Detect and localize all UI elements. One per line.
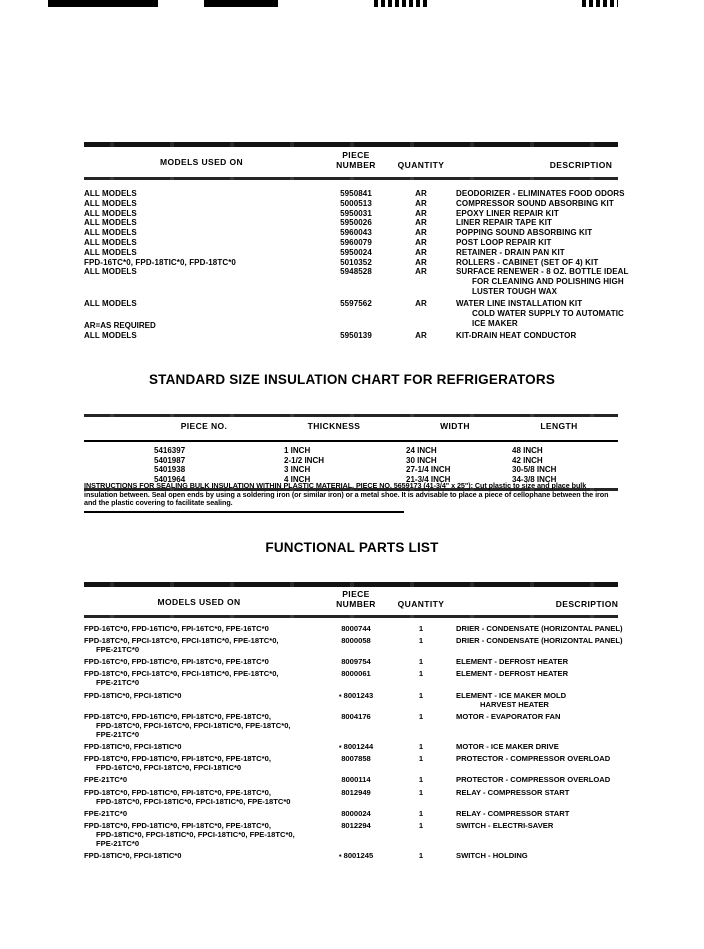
header-quantity: QUANTITY — [397, 160, 445, 170]
cell-description: FOR CLEANING AND POLISHING HIGH — [472, 277, 624, 287]
cell-quantity: AR — [415, 198, 427, 208]
cell-quantity: AR — [415, 257, 427, 267]
cell-models-used-on — [84, 775, 314, 784]
cell-description: RETAINER - DRAIN PAN KIT — [456, 247, 565, 257]
insulation-table — [84, 414, 618, 491]
cell-quantity: AR — [415, 247, 427, 257]
insulation-instructions-text: INSTRUCTIONS FOR SEALING BULK INSULATION WITHIN PLASTIC MATERIAL, PIECE NO. 5659173 (41-3/4" x 25"): Cut plastic to size and place bulk insulation between. Seal open ends by using a soldering iron (or similar iron) or a metal shoe. It is advisable to place a piece of cellophane between the iron and the plastic covering to facilitate sealing. — [84, 481, 609, 508]
cell-quantity: 1 — [418, 787, 424, 797]
cell-quantity: 1 — [418, 742, 424, 752]
header-piece-line2: NUMBER — [336, 160, 376, 170]
table-row — [84, 299, 618, 309]
cell-description: ICE MAKER — [472, 318, 518, 328]
cell-models-used-on: ALL MODELS — [84, 228, 137, 238]
cell-quantity: 1 — [418, 636, 424, 646]
insulation-cell: 5401987 — [154, 455, 186, 465]
insulation-table-top-rule — [84, 414, 618, 417]
model-line: FPE-21TC*0 — [84, 775, 128, 785]
cell-piece-number: 5000513 — [340, 198, 372, 208]
cell-description: EPOXY LINER REPAIR KIT — [456, 208, 559, 218]
cell-quantity: 1 — [418, 657, 424, 667]
cell-piece-number: 5597562 — [340, 299, 372, 308]
table-row — [84, 287, 618, 297]
table-row — [84, 319, 618, 329]
cell-piece-number: 8000744 — [341, 624, 371, 633]
cell-description: KIT-DRAIN HEAT CONDUCTOR — [456, 330, 577, 340]
model-line: FPD-18TC*0, FPD-16TIC*0, FPI-18TC*0, FPE-18TC*0, — [84, 711, 271, 721]
model-line: FPD-16TC*0, FPD-16TIC*0, FPI-16TC*0, FPE-16TC*0 — [84, 624, 269, 633]
cell-quantity: 1 — [418, 624, 424, 633]
cell-description: POPPING SOUND ABSORBING KIT — [456, 228, 593, 238]
cell-quantity: 1 — [418, 808, 424, 818]
top-artifact-dots-2 — [582, 0, 618, 7]
functional-parts-table — [84, 582, 623, 861]
cell-quantity: AR — [415, 228, 427, 238]
table-row — [84, 308, 624, 319]
model-line: FPD-16TC*0, FPD-18TIC*0, FPI-18TC*0, FPE-18TC*0 — [84, 657, 269, 667]
insulation-cell: 30 INCH — [406, 455, 437, 465]
description-line: PROTECTOR - COMPRESSOR OVERLOAD — [456, 754, 611, 764]
table-row — [84, 267, 629, 277]
cell-quantity: 1 — [418, 754, 424, 764]
table-row — [84, 228, 618, 238]
top-artifact-strip-2 — [204, 0, 278, 7]
insulation-chart-title: STANDARD SIZE INSULATION CHART FOR REFRIGERATORS — [148, 372, 556, 387]
cell-description — [456, 669, 704, 678]
top-artifact-strip-1 — [48, 0, 158, 7]
cell-models-used-on — [84, 742, 314, 751]
insulation-cell: 27-1/4 INCH — [406, 465, 451, 474]
header-piece-number — [320, 150, 392, 170]
accessories-footnote: AR=AS REQUIRED — [84, 321, 156, 330]
insulation-instructions-underline — [84, 511, 404, 513]
description-line: MOTOR - ICE MAKER DRIVE — [456, 742, 559, 752]
cell-models-used-on: ALL MODELS — [84, 267, 137, 277]
model-line: FPE-21TC*0 — [96, 645, 140, 655]
cell-quantity: AR — [415, 189, 427, 198]
cell-piece-number: 5948528 — [340, 267, 372, 277]
insulation-cell: 48 INCH — [512, 446, 543, 455]
top-artifact-dots-1 — [374, 0, 428, 7]
cell-description — [456, 788, 704, 797]
cell-description — [456, 657, 704, 666]
insulation-cell: 5416397 — [154, 446, 186, 455]
model-line: FPD-18TIC*0, FPCI-18TIC*0 — [84, 690, 182, 700]
cell-piece-number: 8009754 — [341, 657, 371, 667]
cell-quantity: AR — [415, 238, 427, 247]
model-line: FPE-21TC*0 — [96, 729, 140, 739]
cell-quantity: AR — [415, 267, 427, 277]
cell-description — [456, 691, 704, 709]
fn-header-description: DESCRIPTION — [555, 599, 619, 609]
cell-description: COMPRESSOR SOUND ABSORBING KIT — [456, 198, 614, 208]
cell-description — [456, 851, 704, 860]
cell-quantity: 1 — [418, 690, 424, 700]
cell-description — [456, 821, 704, 830]
cell-models-used-on — [84, 657, 314, 666]
cell-piece-number: ▪ 8001244 — [338, 742, 374, 752]
cell-description — [456, 742, 704, 751]
cell-models-used-on — [84, 712, 314, 739]
model-line: FPD-18TIC*0, FPCI-18TIC*0, FPCI-18TIC*0, FPE-18TC*0, — [96, 829, 295, 839]
insulation-cell: 24 INCH — [406, 446, 437, 455]
cell-quantity: 1 — [418, 851, 424, 861]
cell-description — [456, 754, 704, 763]
table-row — [84, 248, 618, 258]
table-row — [84, 277, 624, 287]
insulation-header-piece-no: PIECE NO. — [180, 421, 228, 431]
fn-header-piece-number — [320, 589, 392, 609]
insulation-col-length — [512, 446, 622, 484]
cell-piece-number: 8000058 — [341, 636, 371, 646]
fn-header-models-used-on: MODELS USED ON — [157, 597, 241, 607]
cell-piece-number: ▪ 8001243 — [338, 690, 374, 700]
description-line: ELEMENT - ICE MAKER MOLD — [456, 690, 567, 700]
model-line: FPD-18TC*0, FPCI-16TC*0, FPCI-18TIC*0, FPE-18TC*0, — [96, 720, 291, 730]
cell-description — [456, 636, 704, 645]
table-row — [84, 189, 625, 199]
description-line: RELAY - COMPRESSOR START — [456, 787, 570, 797]
cell-piece-number: 8007858 — [341, 754, 371, 764]
header-piece-line1: PIECE — [342, 150, 370, 160]
cell-quantity: AR — [415, 208, 427, 218]
insulation-col-thickness — [284, 446, 404, 484]
table-row — [84, 238, 618, 248]
cell-models-used-on — [84, 691, 314, 700]
model-line: FPD-18TC*0, FPD-18TIC*0, FPI-18TC*0, FPE-18TC*0, — [84, 787, 271, 797]
cell-description: DEODORIZER - ELIMINATES FOOD ODORS — [456, 189, 625, 198]
cell-piece-number: 8000114 — [341, 775, 371, 785]
cell-models-used-on — [84, 754, 314, 772]
insulation-cell: 42 INCH — [512, 455, 543, 465]
model-line: FPD-18TC*0, FPCI-18TC*0, FPCI-18TIC*0, FPE-18TC*0, — [84, 669, 279, 679]
model-line: FPD-18TC*0, FPCI-18TC*0, FPCI-18TIC*0, FPE-18TC*0, — [84, 636, 279, 646]
cell-models-used-on — [84, 788, 314, 806]
cell-description: SURFACE RENEWER - 8 OZ. BOTTLE IDEAL — [456, 267, 629, 277]
cell-models-used-on: ALL MODELS — [84, 189, 137, 198]
cell-quantity: 1 — [418, 775, 424, 785]
insulation-header-width: WIDTH — [440, 421, 470, 431]
description-line: ELEMENT - DEFROST HEATER — [456, 657, 569, 667]
cell-description: ROLLERS - CABINET (SET OF 4) KIT — [456, 257, 599, 267]
description-line: SWITCH - HOLDING — [456, 851, 528, 861]
insulation-header-length: LENGTH — [540, 421, 578, 431]
cell-piece-number: 5950031 — [340, 208, 372, 218]
cell-description: COLD WATER SUPPLY TO AUTOMATIC — [472, 308, 624, 318]
cell-models-used-on — [84, 669, 314, 687]
header-models-used-on: MODELS USED ON — [159, 157, 244, 167]
table-row — [84, 258, 618, 268]
cell-piece-number: 5950024 — [340, 247, 372, 257]
description-line: MOTOR - EVAPORATOR FAN — [456, 711, 561, 721]
accessories-table-header-row — [84, 147, 618, 177]
cell-models-used-on: ALL MODELS — [84, 198, 137, 208]
cell-piece-number: 5950139 — [340, 330, 372, 340]
insulation-cell: 1 INCH — [284, 446, 311, 455]
cell-piece-number: 8012949 — [341, 787, 371, 797]
cell-description: LINER REPAIR TAPE KIT — [456, 218, 553, 228]
cell-models-used-on — [84, 624, 314, 633]
table-row — [84, 331, 618, 341]
model-line: FPD-18TC*0, FPD-18TIC*0, FPI-18TC*0, FPE-18TC*0, — [84, 820, 271, 830]
model-line: FPD-18TC*0, FPCI-18TIC*0, FPCI-18TIC*0, FPE-18TC*0 — [96, 796, 291, 806]
model-line: FPD-16TC*0, FPCI-18TC*0, FPCI-18TIC*0 — [96, 763, 242, 773]
cell-piece-number: 5950026 — [340, 218, 372, 228]
insulation-table-header-rule — [84, 440, 618, 442]
cell-description: WATER LINE INSTALLATION KIT — [456, 299, 583, 308]
cell-models-used-on — [84, 636, 314, 654]
table-row — [84, 209, 618, 219]
description-line: DRIER - CONDENSATE (HORIZONTAL PANEL) — [456, 636, 623, 646]
cell-models-used-on: ALL MODELS — [84, 330, 137, 340]
insulation-cell: 2-1/2 INCH — [284, 455, 325, 465]
cell-quantity: 1 — [418, 711, 424, 721]
description-line: DRIER - CONDENSATE (HORIZONTAL PANEL) — [456, 624, 623, 633]
description-line: RELAY - COMPRESSOR START — [456, 808, 570, 818]
cell-quantity: AR — [415, 218, 427, 228]
cell-quantity: 1 — [418, 669, 424, 679]
description-line: SWITCH - ELECTRI-SAVER — [456, 820, 554, 830]
cell-models-used-on — [84, 851, 314, 860]
cell-models-used-on: ALL MODELS — [84, 218, 137, 228]
cell-piece-number: 5960079 — [340, 238, 372, 247]
insulation-col-piece — [154, 446, 274, 484]
cell-piece-number: 5950841 — [340, 189, 372, 198]
cell-piece-number: 5010352 — [340, 257, 372, 267]
model-line: FPD-18TIC*0, FPCI-18TIC*0 — [84, 851, 182, 861]
insulation-cell: 30-5/8 INCH — [512, 465, 557, 474]
table-row — [84, 218, 618, 228]
functional-table-header-row — [84, 587, 618, 615]
cell-models-used-on: ALL MODELS — [84, 208, 137, 218]
cell-description — [456, 809, 704, 818]
model-line: FPD-18TC*0, FPD-18TIC*0, FPI-18TC*0, FPE-18TC*0, — [84, 754, 271, 764]
cell-description — [456, 712, 704, 721]
cell-models-used-on: ALL MODELS — [84, 299, 137, 308]
cell-models-used-on: ALL MODELS — [84, 238, 137, 247]
cell-piece-number: 8000024 — [341, 808, 371, 818]
cell-models-used-on: FPD-16TC*0, FPD-18TIC*0, FPD-18TC*0 — [84, 257, 236, 267]
model-line: FPE-21TC*0 — [84, 808, 128, 818]
model-line: FPE-21TC*0 — [96, 838, 140, 848]
description-line: PROTECTOR - COMPRESSOR OVERLOAD — [456, 775, 611, 785]
accessories-table — [84, 142, 629, 354]
cell-models-used-on — [84, 821, 314, 848]
cell-piece-number: ▪ 8001245 — [338, 851, 374, 861]
insulation-cell: 34-3/8 INCH — [512, 474, 557, 484]
cell-description — [456, 775, 704, 784]
table-row — [84, 199, 618, 209]
cell-models-used-on — [84, 809, 314, 818]
insulation-cell: 5401964 — [154, 474, 186, 484]
functional-table-header-rule — [84, 615, 618, 618]
description-line: HARVEST HEATER — [480, 699, 549, 709]
cell-quantity: AR — [415, 299, 427, 308]
fn-header-piece-line2: NUMBER — [336, 599, 376, 609]
cell-description: POST LOOP REPAIR KIT — [456, 238, 552, 247]
cell-description: LUSTER TOUGH WAX — [472, 287, 558, 296]
insulation-cell: 21-3/4 INCH — [406, 474, 451, 484]
cell-piece-number: 5960043 — [340, 228, 372, 238]
cell-quantity: 1 — [418, 820, 424, 830]
functional-parts-list-title: FUNCTIONAL PARTS LIST — [265, 540, 439, 555]
header-description: DESCRIPTION — [549, 160, 613, 170]
insulation-col-width — [406, 446, 516, 484]
accessories-table-header-rule — [84, 177, 618, 180]
cell-models-used-on: ALL MODELS — [84, 247, 137, 257]
insulation-cell: 4 INCH — [284, 474, 311, 484]
cell-piece-number: 8004176 — [341, 711, 371, 721]
fn-header-piece-line1: PIECE — [342, 589, 370, 599]
fn-header-quantity: QUANTITY — [397, 599, 445, 609]
model-line: FPD-18TIC*0, FPCI-18TIC*0 — [84, 742, 182, 752]
insulation-header-thickness: THICKNESS — [307, 421, 361, 431]
cell-piece-number: 8000061 — [341, 669, 371, 679]
model-line: FPE-21TC*0 — [96, 678, 140, 688]
insulation-cell: 5401938 — [154, 465, 186, 474]
cell-piece-number: 8012294 — [341, 820, 371, 830]
cell-quantity: AR — [415, 330, 427, 340]
accessories-table-body — [84, 189, 629, 354]
insulation-table-body — [84, 446, 618, 486]
description-line: ELEMENT - DEFROST HEATER — [456, 669, 569, 679]
cell-description — [456, 624, 704, 633]
insulation-cell: 3 INCH — [284, 465, 311, 474]
insulation-table-header-row — [84, 421, 618, 437]
